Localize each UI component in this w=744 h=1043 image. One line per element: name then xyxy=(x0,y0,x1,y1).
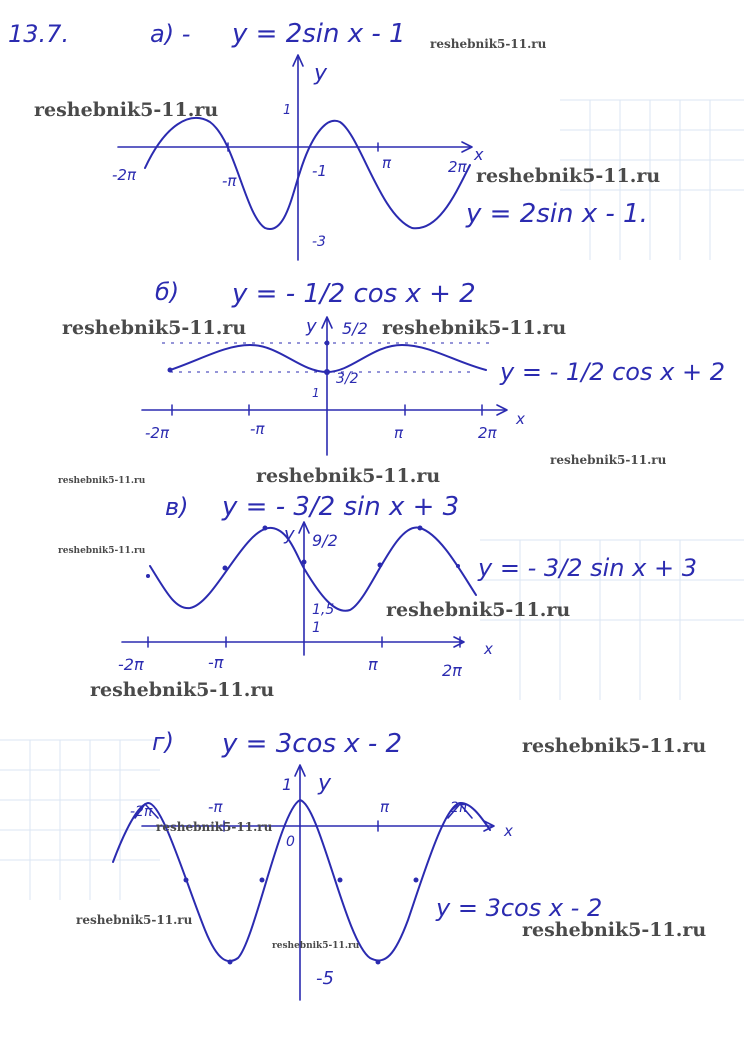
part-d-side-equation: y = 3cos x - 2 xyxy=(436,894,603,922)
part-d-label: г) xyxy=(152,728,174,756)
part-d-value-origin: 0 xyxy=(286,834,295,850)
part-b-point-top xyxy=(325,341,330,346)
part-c-point-peak-left xyxy=(263,526,268,531)
part-b-point-left xyxy=(168,368,173,373)
part-d xyxy=(113,728,602,1000)
part-c xyxy=(118,492,697,680)
watermark-1: reshebnik5-11.ru xyxy=(430,37,547,51)
problem-number: 13.7. xyxy=(8,20,70,48)
watermark-14: reshebnik5-11.ru xyxy=(76,913,193,927)
part-a-equation: y = 2sin x - 1 xyxy=(232,19,406,49)
part-d-point-a xyxy=(184,878,189,883)
part-c-y-label: y xyxy=(284,524,295,545)
part-b-tick-pos-2pi-label: 2π xyxy=(478,424,497,442)
part-b-x-label: x xyxy=(516,410,525,428)
watermark-4: reshebnik5-11.ru xyxy=(62,317,247,339)
part-a-curve xyxy=(145,118,470,229)
part-c-side-equation: y = - 3/2 sin x + 3 xyxy=(478,554,697,582)
part-a-side-equation: y = 2sin x - 1. xyxy=(466,199,648,229)
part-d-tick-pos-2pi-label: 2π xyxy=(450,800,468,816)
watermark-11: reshebnik5-11.ru xyxy=(90,679,275,701)
part-b-equation: y = - 1/2 cos x + 2 xyxy=(232,279,476,309)
part-b-curve xyxy=(170,345,486,372)
watermark-13: reshebnik5-11.ru xyxy=(156,820,273,834)
part-c-tick-neg-pi-label: -π xyxy=(208,653,224,672)
watermark-3: reshebnik5-11.ru xyxy=(476,165,661,187)
watermark-9: reshebnik5-11.ru xyxy=(58,546,146,556)
part-a-tick-pos-2pi: 2π xyxy=(448,158,467,176)
part-c-point-a xyxy=(223,566,228,571)
part-b-label: б) xyxy=(155,278,180,306)
part-c-value-top: 9/2 xyxy=(312,531,338,550)
part-d-value-one: 1 xyxy=(282,775,293,794)
part-c-point-axis xyxy=(302,560,307,565)
part-c-x-label: x xyxy=(484,640,493,658)
part-c-label: в) xyxy=(165,493,189,521)
part-b-value-top: 5/2 xyxy=(342,319,368,338)
part-c-equation: y = - 3/2 sin x + 3 xyxy=(222,492,460,522)
watermark-15: reshebnik5-11.ru xyxy=(522,919,707,941)
part-d-tick-neg-2pi-label: -2π xyxy=(130,804,153,820)
part-c-point-right xyxy=(456,564,460,568)
watermark-2: reshebnik5-11.ru xyxy=(34,99,219,121)
part-a-y-label: y xyxy=(314,61,328,86)
part-b-tick-neg-2pi-label: -2π xyxy=(145,424,169,442)
part-b-tick-pos-pi-label: π xyxy=(394,424,404,442)
part-b-point-mid xyxy=(324,369,330,375)
part-b-value-one: 1 xyxy=(312,386,320,400)
part-d-point-min-left xyxy=(228,960,233,965)
part-a-tick-neg-pi-label: -π xyxy=(222,172,237,190)
part-d-value-minus-five: -5 xyxy=(316,968,334,989)
part-a-x-label: x xyxy=(474,145,484,164)
part-a-value-minus-three: -3 xyxy=(312,234,326,250)
part-d-point-b xyxy=(260,878,265,883)
part-a-value-minus-one: -1 xyxy=(312,162,327,180)
part-d-y-label: y xyxy=(318,771,332,796)
part-c-tick-pos-2pi-label: 2π xyxy=(442,661,462,680)
part-c-tick-pos-pi-label: π xyxy=(368,655,378,674)
part-c-point-b xyxy=(378,563,383,568)
part-a-tick-pos-pi-label: π xyxy=(382,154,392,172)
part-d-equation: y = 3cos x - 2 xyxy=(222,729,403,759)
part-d-point-c xyxy=(338,878,343,883)
part-c-point-peak-right xyxy=(418,526,423,531)
part-c-value-low: 1,5 xyxy=(312,602,335,618)
part-c-tick-neg-2pi-label: -2π xyxy=(118,655,144,674)
watermark-7: reshebnik5-11.ru xyxy=(550,453,667,467)
part-b-side-equation: y = - 1/2 cos x + 2 xyxy=(500,358,725,386)
part-d-tick-pos-pi-label: π xyxy=(380,798,390,816)
watermark-6: reshebnik5-11.ru xyxy=(256,465,441,487)
part-b-tick-neg-pi-label: -π xyxy=(250,420,265,438)
watermark-16: reshebnik5-11.ru xyxy=(272,941,360,951)
part-c-point-left xyxy=(146,574,150,578)
watermark-12: reshebnik5-11.ru xyxy=(522,735,707,757)
part-a-label: а) - xyxy=(150,20,191,48)
part-b xyxy=(142,278,725,455)
part-d-point-d xyxy=(414,878,419,883)
part-a xyxy=(112,19,648,260)
part-d-point-min-right xyxy=(376,960,381,965)
part-d-x-label: x xyxy=(504,822,513,840)
watermark-5: reshebnik5-11.ru xyxy=(382,317,567,339)
watermark-8: reshebnik5-11.ru xyxy=(58,476,146,486)
watermark-10: reshebnik5-11.ru xyxy=(386,599,571,621)
part-b-value-mid: 3/2 xyxy=(336,371,359,387)
part-c-value-one: 1 xyxy=(312,620,321,636)
part-b-y-label: y xyxy=(306,316,317,337)
part-a-value-one: 1 xyxy=(283,103,292,118)
part-a-tick-neg-2pi: -2π xyxy=(112,166,136,184)
part-d-tick-neg-pi-label: -π xyxy=(208,798,223,816)
